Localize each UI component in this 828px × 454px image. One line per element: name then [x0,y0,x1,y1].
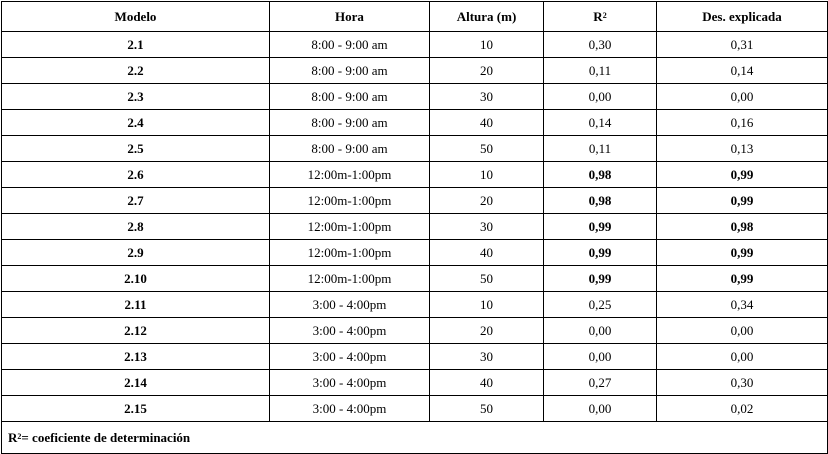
cell-r2: 0,99 [544,266,657,292]
cell-r2: 0,11 [544,136,657,162]
table-row [2,162,828,188]
cell-hora: 8:00 - 9:00 am [270,32,430,58]
cell-hora: 12:00m-1:00pm [270,188,430,214]
cell-des-explicada: 0,16 [657,110,828,136]
cell-modelo: 2.13 [2,344,270,370]
table-row [2,32,828,58]
table-row [2,318,828,344]
cell-altura: 40 [430,240,544,266]
table-row [2,240,828,266]
cell-altura: 50 [430,396,544,422]
cell-altura: 10 [430,162,544,188]
table-row [2,396,828,422]
cell-hora: 8:00 - 9:00 am [270,110,430,136]
footnote-row [2,422,828,454]
cell-des-explicada: 0,02 [657,396,828,422]
cell-altura: 30 [430,344,544,370]
cell-altura: 50 [430,136,544,162]
cell-hora: 3:00 - 4:00pm [270,292,430,318]
cell-des-explicada: 0,00 [657,318,828,344]
cell-hora: 8:00 - 9:00 am [270,136,430,162]
cell-hora: 3:00 - 4:00pm [270,396,430,422]
cell-hora: 12:00m-1:00pm [270,266,430,292]
cell-des-explicada: 0,34 [657,292,828,318]
header-r2-base: R [593,9,603,24]
cell-r2: 0,00 [544,396,657,422]
cell-hora: 8:00 - 9:00 am [270,84,430,110]
table-row [2,84,828,110]
cell-modelo: 2.2 [2,58,270,84]
footnote [2,422,828,454]
table-row [2,266,828,292]
cell-altura: 40 [430,370,544,396]
cell-modelo: 2.11 [2,292,270,318]
cell-hora: 12:00m-1:00pm [270,214,430,240]
table-body [2,32,828,422]
footnote-r-sup: 2 [17,432,22,441]
cell-altura: 20 [430,318,544,344]
cell-r2: 0,14 [544,110,657,136]
cell-r2: 0,30 [544,32,657,58]
cell-altura: 20 [430,188,544,214]
footnote-r-base: R [8,430,18,445]
table-row [2,214,828,240]
table-row [2,188,828,214]
cell-r2: 0,27 [544,370,657,396]
cell-modelo: 2.10 [2,266,270,292]
cell-des-explicada: 0,99 [657,188,828,214]
cell-r2: 0,00 [544,318,657,344]
table-row [2,370,828,396]
cell-r2: 0,00 [544,84,657,110]
cell-des-explicada: 0,14 [657,58,828,84]
header-modelo: Modelo [2,2,270,32]
cell-des-explicada: 0,13 [657,136,828,162]
cell-hora: 8:00 - 9:00 am [270,58,430,84]
cell-des-explicada: 0,31 [657,32,828,58]
cell-altura: 10 [430,292,544,318]
cell-r2: 0,99 [544,240,657,266]
cell-r2: 0,98 [544,188,657,214]
cell-altura: 30 [430,84,544,110]
cell-altura: 20 [430,58,544,84]
header-des-explicada: Des. explicada [657,2,828,32]
cell-modelo: 2.7 [2,188,270,214]
cell-modelo: 2.6 [2,162,270,188]
cell-modelo: 2.12 [2,318,270,344]
cell-des-explicada: 0,98 [657,214,828,240]
cell-hora: 12:00m-1:00pm [270,162,430,188]
cell-altura: 30 [430,214,544,240]
cell-altura: 50 [430,266,544,292]
cell-des-explicada: 0,00 [657,344,828,370]
cell-hora: 3:00 - 4:00pm [270,318,430,344]
cell-des-explicada: 0,99 [657,266,828,292]
footnote-text: = coeficiente de determinación [21,430,191,445]
cell-hora: 12:00m-1:00pm [270,240,430,266]
cell-des-explicada: 0,30 [657,370,828,396]
cell-r2: 0,98 [544,162,657,188]
cell-modelo: 2.1 [2,32,270,58]
cell-modelo: 2.5 [2,136,270,162]
table-row [2,58,828,84]
table-row [2,292,828,318]
header-r2 [544,2,657,32]
cell-modelo: 2.3 [2,84,270,110]
header-r2-sup: 2 [602,11,607,20]
cell-modelo: 2.15 [2,396,270,422]
header-row [2,2,828,32]
cell-hora: 3:00 - 4:00pm [270,344,430,370]
table-row [2,110,828,136]
cell-r2: 0,00 [544,344,657,370]
table-row [2,136,828,162]
cell-r2: 0,99 [544,214,657,240]
cell-r2: 0,11 [544,58,657,84]
cell-r2: 0,25 [544,292,657,318]
table-row [2,344,828,370]
cell-altura: 40 [430,110,544,136]
cell-des-explicada: 0,00 [657,84,828,110]
cell-modelo: 2.4 [2,110,270,136]
results-table [1,1,828,454]
cell-modelo: 2.8 [2,214,270,240]
cell-modelo: 2.14 [2,370,270,396]
cell-modelo: 2.9 [2,240,270,266]
cell-altura: 10 [430,32,544,58]
header-altura: Altura (m) [430,2,544,32]
cell-des-explicada: 0,99 [657,162,828,188]
header-hora: Hora [270,2,430,32]
cell-des-explicada: 0,99 [657,240,828,266]
cell-hora: 3:00 - 4:00pm [270,370,430,396]
